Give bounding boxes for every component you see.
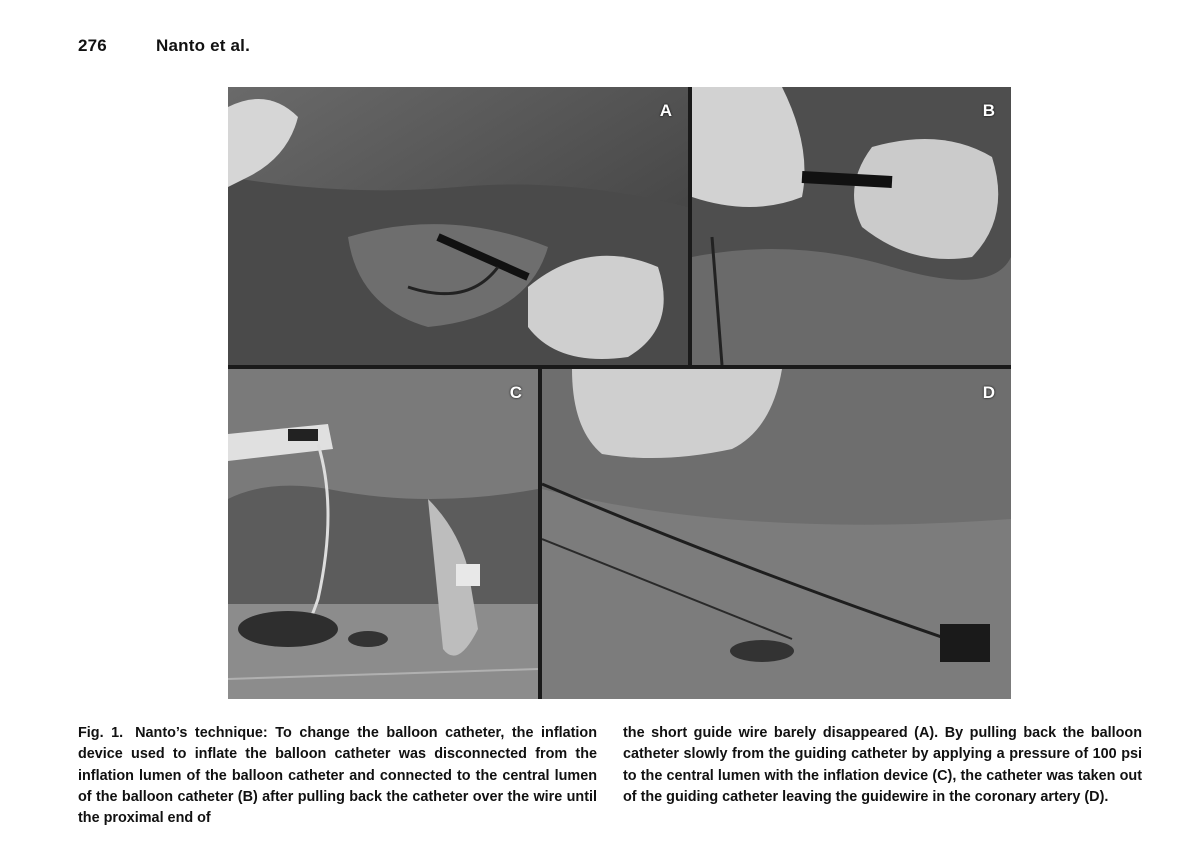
figure-panel-d [542,369,1011,699]
figure-panel-b [692,87,1011,365]
figure-1 [228,87,1011,699]
panel-b-photo [692,87,1011,365]
page-number: 276 [78,36,107,55]
panel-a-photo [228,87,688,365]
panel-label-b: B [982,101,995,120]
panel-label-c: C [509,383,522,402]
panel-label-d: D [982,383,995,402]
figure-panel-c [228,369,538,699]
running-head [78,36,250,56]
figure-panel-a [228,87,688,365]
caption-figure-label: Fig. 1. [78,725,124,741]
caption-text-right: the short guide wire barely disappeared (A). By pulling back the balloon catheter slowly from the guiding catheter by applying a pressure of 100 psi to the central lumen with the inflation device (C), the catheter was taken out of the guiding catheter leaving the guidewire in the coronary artery (D). [623,725,1142,805]
figure-caption [78,723,1142,829]
caption-text-left: Nanto’s technique: To change the balloon catheter, the inflation device used to inflate the balloon catheter was disconnected from the inflation lumen of the balloon catheter and connected to the central lumen of the balloon catheter (B) after pulling back the catheter over the wire until the proximal end of [78,725,597,827]
panel-c-photo [228,369,538,699]
running-head-authors: Nanto et al. [156,36,251,55]
caption-column-right [623,723,1142,829]
panel-d-photo [542,369,1011,699]
panel-label-a: A [659,101,672,120]
caption-column-left [78,723,597,829]
